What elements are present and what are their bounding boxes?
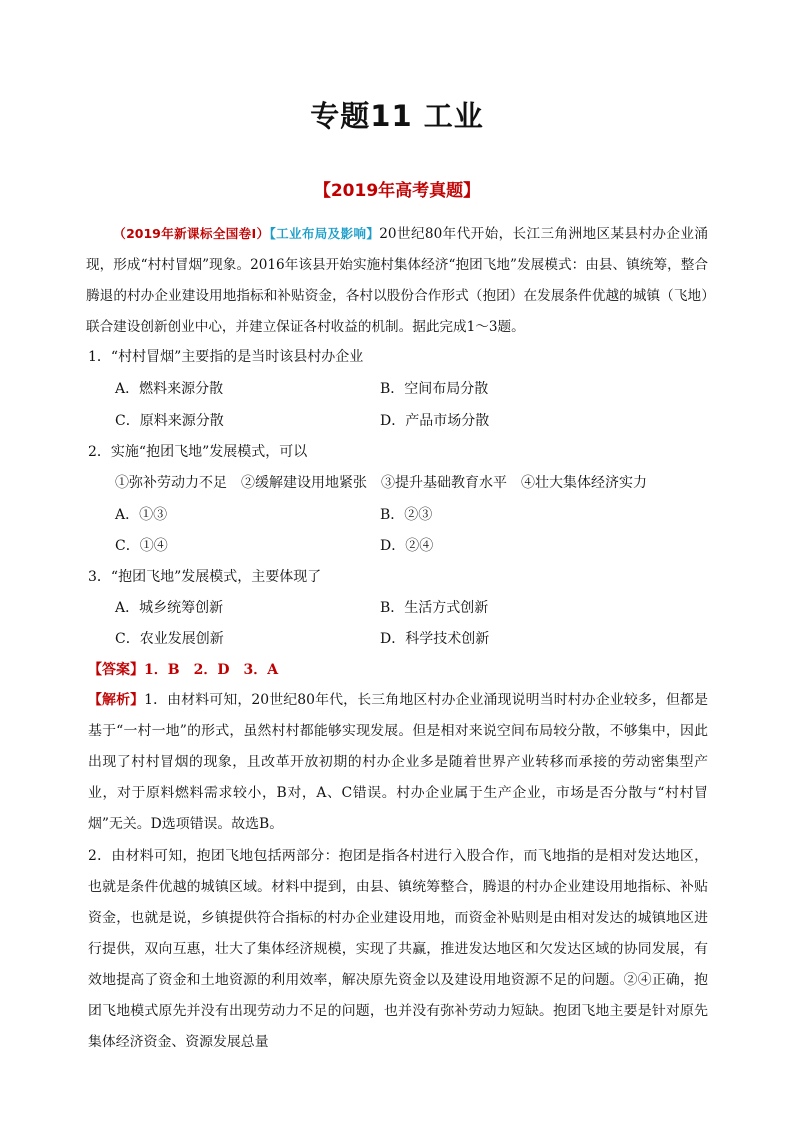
question-1-option-c: C．原料来源分散 [115,413,224,429]
question-3-stem: 3．“抱团飞地”发展模式，主要体现了 [88,569,322,585]
answer-label: 【答案】 [88,662,144,678]
analysis-label: 【解析】 [88,692,145,708]
question-1-option-d: D．产品市场分散 [380,413,490,429]
material-paragraph [86,218,708,343]
question-2-option-a: A．①③ [115,507,168,523]
question-2-option-d: D．②④ [380,538,434,554]
question-3-option-d: D．科学技术创新 [380,631,490,647]
material-source: （2019年新课标全国卷Ⅰ） [113,226,270,241]
analysis-paragraph-1 [88,685,708,840]
section-title: 【2019年高考真题】 [313,181,481,201]
material-tag: 【工业布局及影响】 [269,226,380,241]
question-2-option-c: C．①④ [115,538,168,554]
question-2-stem: 2．实施“抱团飞地”发展模式，可以 [88,444,308,460]
answer-text: 1．B 2．D 3．A [144,662,279,678]
question-3-option-c: C．农业发展创新 [115,631,224,647]
question-1-stem: 1．“村村冒烟”主要指的是当时该县村办企业 [88,349,364,365]
question-1-option-a: A．燃料来源分散 [115,381,224,397]
answer-line [88,659,278,679]
question-2-option-b: B．②③ [380,507,433,523]
question-3-option-a: A．城乡统筹创新 [115,600,224,616]
analysis-text-1: 1．由材料可知，20世纪80年代，长三角地区村办企业涌现说明当时村办企业较多，但都是基于“一村一地”的形式，虽然村村都能够实现发展。但是相对来说空间布局较分散，不够集中，因此出现了村村冒烟的现象，且改革开放初期的村办企业多是随着世界产业转移而承接的劳动密集型产业，对于原料燃料需求较小，B对，A、C错误。村办企业属于生产企业，市场是否分散与“村村冒烟”无关。D选项错误。故选B。 [88,692,708,832]
question-3-option-b: B．生活方式创新 [380,600,489,616]
material-text: 20世纪80年代开始，长江三角洲地区某县村办企业涌现，形成“村村冒烟”现象。2016年该县开始实施村集体经济“抱团飞地”发展模式：由县、镇统筹，整合腾退的村办企业建设用地指标和补贴资金，各村以股份合作形式（抱团）在发展条件优越的城镇（飞地）联合建设创新创业中心，并建立保证各村收益的机制。据此完成1～3题。 [86,226,708,335]
question-1-option-b: B．空间布局分散 [380,381,489,397]
analysis-paragraph-2: 2．由材料可知，抱团飞地包括两部分：抱团是指各村进行入股合作，而飞地指的是相对发达地区，也就是条件优越的城镇区域。材料中提到，由县、镇统筹整合，腾退的村办企业建设用地指标、补贴资金，也就是说，乡镇提供符合指标的村办企业建设用地，而资金补贴则是由相对发达的城镇地区进行提供，双向互惠，壮大了集体经济规模，实现了共赢，推进发达地区和欠发达区域的协同发展，有效地提高了资金和土地资源的利用效率，解决原先资金以及建设用地资源不足的问题。②④正确，抱团飞地模式原先并没有出现劳动力不足的问题，也并没有弥补劳动力短缺。抱团飞地主要是针对原先集体经济资金、资源发展总量 [88,848,708,1050]
question-2-items: ①弥补劳动力不足 ②缓解建设用地紧张 ③提升基础教育水平 ④壮大集体经济实力 [115,475,647,491]
page-title: 专题11 工业 [310,99,484,133]
